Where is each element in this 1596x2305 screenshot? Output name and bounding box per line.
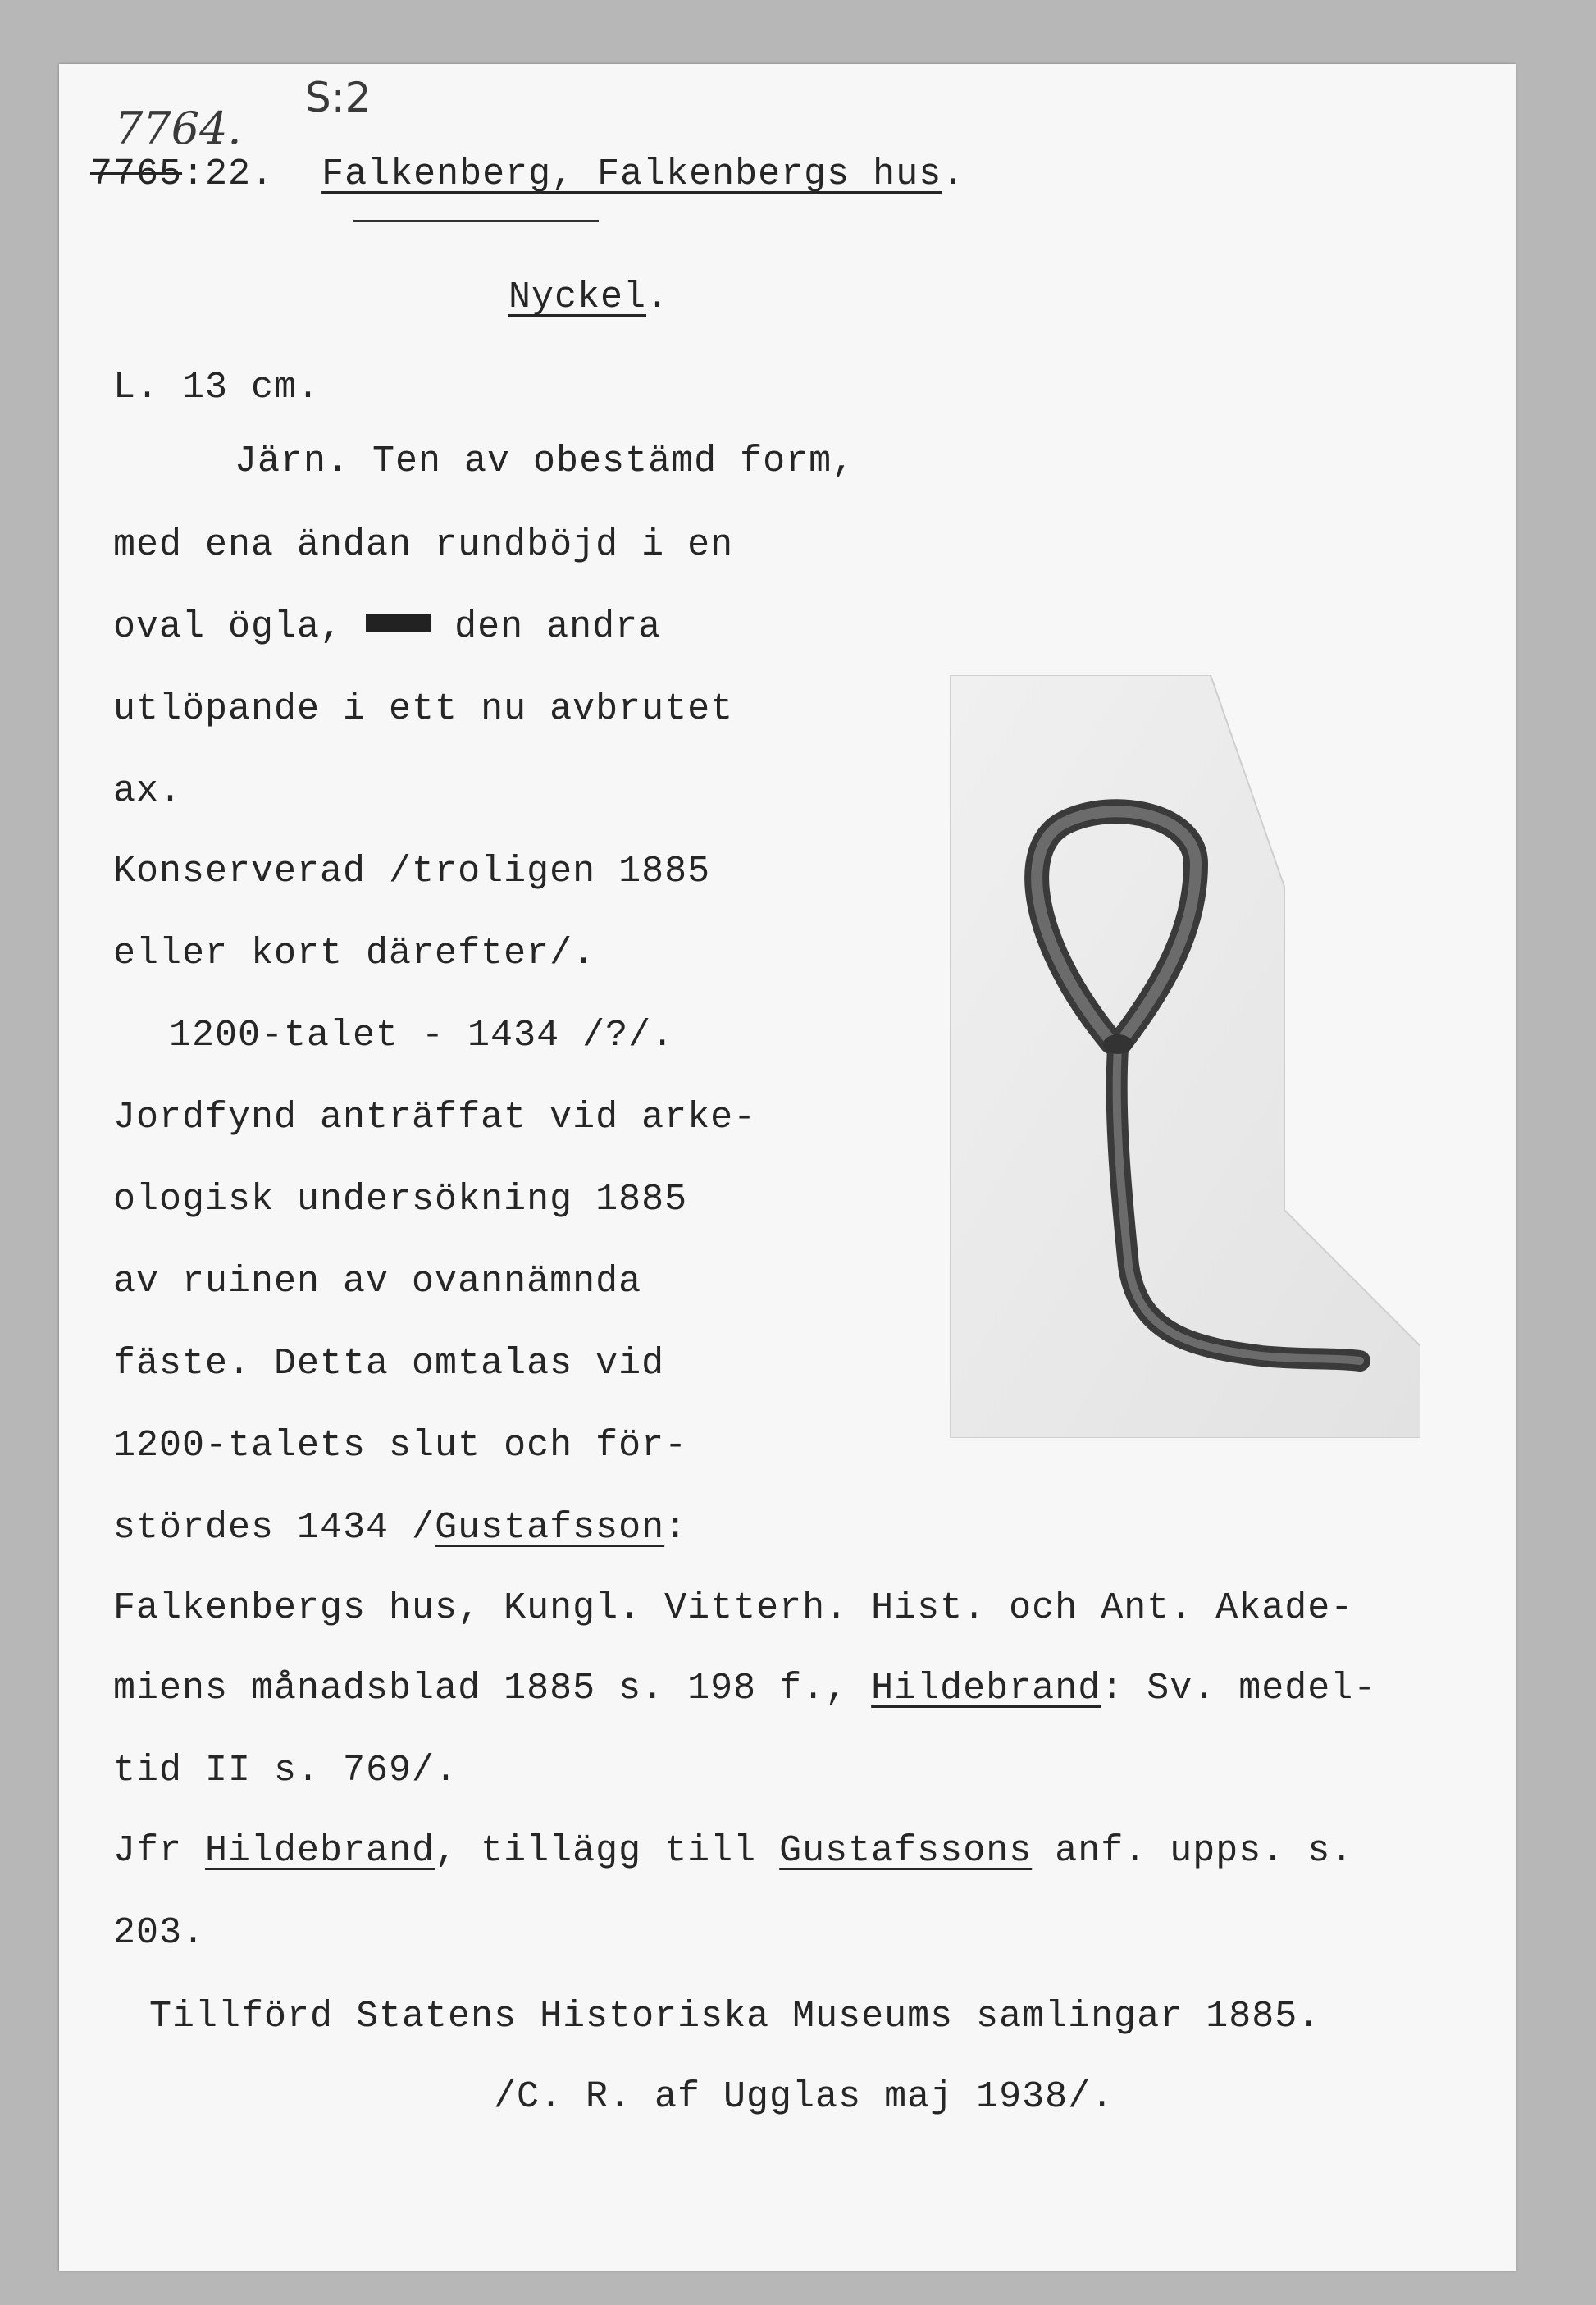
- desc-line-7: eller kort därefter/.: [113, 933, 596, 974]
- object-length: L. 13 cm.: [113, 367, 321, 409]
- desc-line-13: 1200-talets slut och för-: [113, 1425, 688, 1467]
- desc-line-3: oval ögla, den andra: [113, 606, 662, 648]
- catalog-card: [59, 64, 1516, 2271]
- desc-line-10: ologisk undersökning 1885: [113, 1179, 688, 1221]
- signature: /C. R. af Ugglas maj 1938/.: [494, 2076, 1115, 2118]
- desc-line-2: med ena ändan rundböjd i en: [113, 524, 734, 566]
- object-name: Nyckel.: [508, 276, 670, 318]
- comparison-line: Jfr Hildebrand, tillägg till Gustafssons anf. upps. s.: [113, 1830, 1354, 1872]
- ink-blot: [366, 614, 431, 632]
- desc-line-9: Jordfynd anträffat vid arke-: [113, 1097, 757, 1139]
- desc-line-15: Falkenbergs hus, Kungl. Vitterh. Hist. och Ant. Akade-: [113, 1587, 1354, 1629]
- site-name: Falkenberg, Falkenbergs hus: [321, 153, 942, 195]
- desc-line-8: 1200-talet - 1434 /?/.: [169, 1015, 675, 1057]
- photo-cutout-paper: [950, 675, 1420, 1438]
- catalog-heading: [90, 153, 965, 195]
- handwritten-mark: S:2: [305, 74, 372, 121]
- desc-line-16: miens månadsblad 1885 s. 198 f., Hildebrand: Sv. medel-: [113, 1668, 1377, 1709]
- heading-rule: [353, 220, 599, 222]
- desc-line-14: stördes 1434 /Gustafsson:: [113, 1507, 688, 1549]
- desc-line-12: fäste. Detta omtalas vid: [113, 1343, 665, 1385]
- desc-line-1: Järn. Ten av obestämd form,: [235, 440, 855, 482]
- comparison-page: 203.: [113, 1912, 206, 1954]
- key-photograph: [950, 675, 1420, 1438]
- desc-line-17: tid II s. 769/.: [113, 1750, 458, 1792]
- desc-line-11: av ruinen av ovannämnda: [113, 1261, 642, 1303]
- handwritten-catalog-number: 7764.: [115, 103, 242, 154]
- desc-line-5: ax.: [113, 770, 183, 812]
- accession-note: Tillförd Statens Historiska Museums samlingar 1885.: [149, 1996, 1321, 2038]
- desc-line-4: utlöpande i ett nu avbrutet: [113, 688, 734, 730]
- site-end: .: [942, 153, 965, 195]
- struck-catalog-number: 7765: [90, 153, 183, 195]
- item-suffix: :22.: [182, 153, 275, 195]
- desc-line-6: Konserverad /troligen 1885: [113, 851, 711, 892]
